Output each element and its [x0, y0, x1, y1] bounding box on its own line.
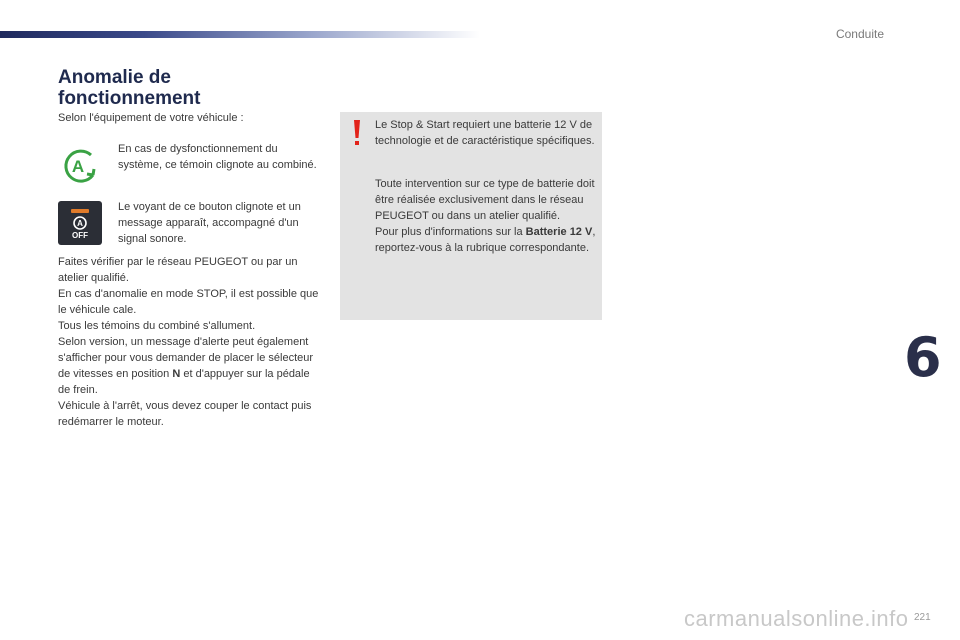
- item-1-text: En cas de dysfonctionnement du système, ce témoin clignote au combiné.: [118, 143, 317, 171]
- stop-start-off-button-icon: [58, 201, 102, 245]
- exclamation-icon: [352, 118, 362, 148]
- warning-p3-bold: Batterie 12 V: [525, 226, 593, 238]
- header-gradient-bar: [0, 31, 480, 38]
- warning-p1: Le Stop & Start requiert une batterie 12 V de technologie et de caractéristique spécifiques.: [375, 119, 595, 147]
- warning-p3-pre: Pour plus d'informations sur la: [375, 226, 526, 238]
- warning-paragraph-1: [375, 117, 597, 149]
- intro-text: Selon l'équipement de votre véhicule :: [58, 112, 244, 124]
- body-line-4-a: Selon version, un message d'alerte peut également s'afficher pour vous demander de placer le sélecteur de vitesses en position: [58, 336, 314, 380]
- warning-p2: Toute intervention sur ce type de batterie doit être réalisée exclusivement dans le réseau PEUGEOT ou dans un atelier qualifié.: [375, 178, 595, 222]
- body-text: [58, 254, 320, 430]
- body-line-3: Tous les témoins du combiné s'allument.: [58, 320, 256, 332]
- page-title-line-1: Anomalie de: [58, 67, 171, 88]
- body-line-4-b: et d'appuyer sur la pédale de frein.: [58, 368, 310, 396]
- warning-p3-post: , reportez-vous à la rubrique correspondante.: [375, 226, 596, 254]
- warning-paragraph-2: [375, 176, 597, 256]
- body-line-1: Faites vérifier par le réseau PEUGEOT ou par un atelier qualifié.: [58, 256, 298, 284]
- page-number: 221: [914, 612, 931, 623]
- body-line-4: [58, 334, 320, 398]
- page-title: [58, 67, 201, 109]
- item-2-text: Le voyant de ce bouton clignote et un message apparaît, accompagné d'un signal sonore.: [118, 201, 301, 245]
- stop-start-warning-icon: [58, 148, 98, 184]
- off-button-label: OFF: [72, 231, 88, 240]
- body-line-4-bold: N: [172, 368, 181, 380]
- body-line-5: Véhicule à l'arrêt, vous devez couper le contact puis redémarrer le moteur.: [58, 400, 312, 428]
- svg-text:A: A: [77, 219, 83, 228]
- section-label: Conduite: [835, 27, 884, 41]
- page-title-line-2: fonctionnement: [58, 88, 201, 109]
- svg-text:A: A: [71, 157, 85, 176]
- chapter-number: 6: [904, 326, 942, 389]
- warning-p3: [375, 224, 597, 256]
- watermark: carmanualsonline.info: [684, 606, 909, 631]
- warning-box: [340, 112, 602, 320]
- body-line-2: En cas d'anomalie en mode STOP, il est possible que le véhicule cale.: [58, 288, 319, 316]
